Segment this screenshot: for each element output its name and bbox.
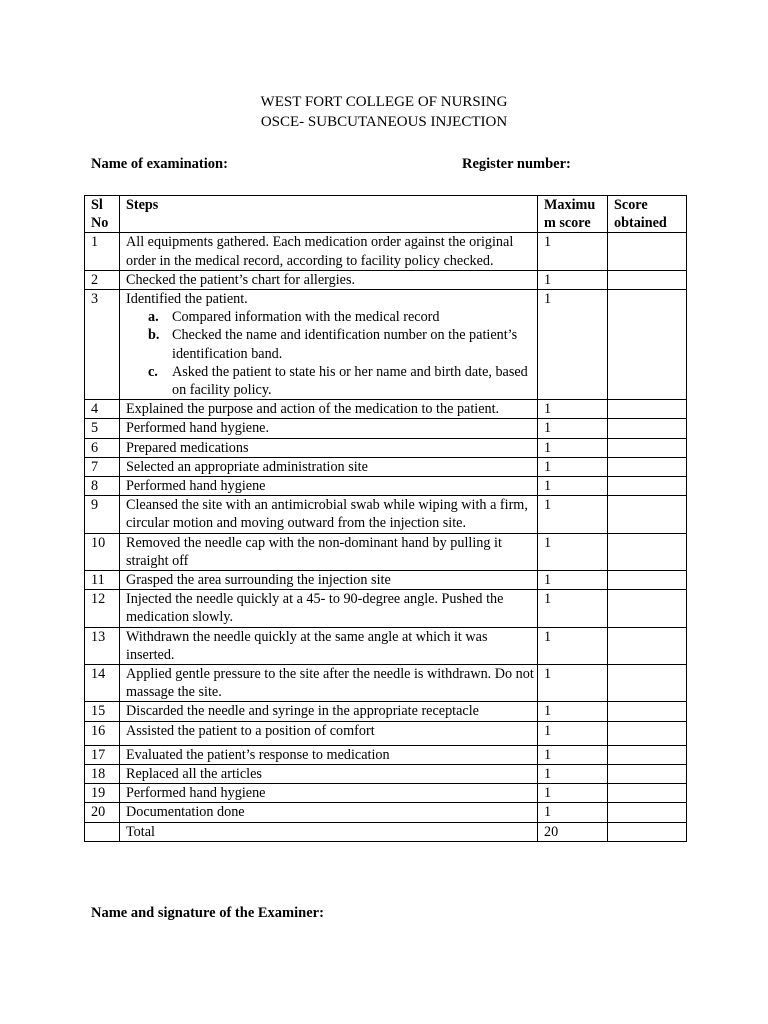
- sub-step-marker: a.: [148, 309, 159, 326]
- step-description: [120, 290, 538, 400]
- step-description: [120, 803, 538, 822]
- step-text: Replaced all the articles: [126, 765, 262, 782]
- step-description: [120, 233, 538, 270]
- table-row: [85, 533, 687, 570]
- step-number: 3: [85, 290, 120, 400]
- table-row: [85, 702, 687, 721]
- table-row: [85, 784, 687, 803]
- sub-step-text: Checked the name and identification number on the patient’s identification band.: [172, 327, 518, 362]
- maximum-score: 1: [538, 702, 608, 721]
- step-text: Evaluated the patient’s response to medication: [126, 746, 390, 763]
- step-number: 16: [85, 721, 120, 745]
- step-text: Performed hand hygiene: [126, 785, 266, 802]
- maximum-score: 1: [538, 290, 608, 400]
- step-number: 5: [85, 419, 120, 438]
- header-maximum-score: Maximu m score: [538, 196, 608, 233]
- step-description: [120, 457, 538, 476]
- maximum-score: 1: [538, 784, 608, 803]
- total-max-score: 20: [538, 822, 608, 841]
- sub-step-marker: b.: [148, 327, 160, 344]
- maximum-score: 1: [538, 665, 608, 702]
- table-row: [85, 233, 687, 270]
- maximum-score: 1: [538, 477, 608, 496]
- maximum-score: 1: [538, 457, 608, 476]
- score-obtained-cell[interactable]: [608, 764, 687, 783]
- table-row: [85, 457, 687, 476]
- step-description: [120, 764, 538, 783]
- maximum-score: 1: [538, 764, 608, 783]
- table-row: [85, 477, 687, 496]
- step-text: Removed the needle cap with the non-dominant hand by pulling it straight off: [126, 534, 502, 569]
- header-sl-no: Sl No: [85, 196, 120, 233]
- maximum-score: 1: [538, 400, 608, 419]
- maximum-score: 1: [538, 533, 608, 570]
- score-obtained-cell[interactable]: [608, 419, 687, 438]
- table-row: [85, 419, 687, 438]
- step-text: All equipments gathered. Each medication order against the original order in the medical record, according to facility policy checked.: [126, 234, 514, 269]
- table-row: [85, 438, 687, 457]
- maximum-score: 1: [538, 721, 608, 745]
- maximum-score: 1: [538, 496, 608, 533]
- step-number: 15: [85, 702, 120, 721]
- step-description: [120, 571, 538, 590]
- table-row: [85, 496, 687, 533]
- step-description: [120, 721, 538, 745]
- step-text: Injected the needle quickly at a 45- to 90-degree angle. Pushed the medication slowly.: [126, 591, 504, 626]
- step-text: Identified the patient.: [126, 291, 248, 308]
- score-obtained-cell[interactable]: [608, 438, 687, 457]
- maximum-score: 1: [538, 270, 608, 289]
- step-text: Withdrawn the needle quickly at the same angle at which it was inserted.: [126, 628, 488, 663]
- step-description: [120, 702, 538, 721]
- step-number: 9: [85, 496, 120, 533]
- step-number: 12: [85, 590, 120, 627]
- score-obtained-cell[interactable]: [608, 496, 687, 533]
- maximum-score: 1: [538, 419, 608, 438]
- header-steps: Steps: [120, 196, 538, 233]
- checklist-table: [84, 195, 687, 842]
- sub-step-item: [126, 363, 537, 399]
- sub-step-text: Compared information with the medical record: [172, 309, 440, 326]
- score-obtained-cell[interactable]: [608, 533, 687, 570]
- step-number: 4: [85, 400, 120, 419]
- step-description: [120, 784, 538, 803]
- score-obtained-cell[interactable]: [608, 571, 687, 590]
- score-obtained-cell[interactable]: [608, 457, 687, 476]
- table-row: [85, 290, 687, 400]
- step-text: Prepared medications: [126, 439, 249, 456]
- step-number: 13: [85, 627, 120, 664]
- examiner-signature-label: Name and signature of the Examiner:: [91, 905, 324, 921]
- score-obtained-cell[interactable]: [608, 627, 687, 664]
- step-number: 20: [85, 803, 120, 822]
- table-row: [85, 590, 687, 627]
- step-text: Grasped the area surrounding the injection site: [126, 572, 391, 589]
- table-row: [85, 627, 687, 664]
- maximum-score: 1: [538, 745, 608, 764]
- step-description: [120, 477, 538, 496]
- step-description: [120, 400, 538, 419]
- document-subtitle: OSCE- SUBCUTANEOUS INJECTION: [260, 114, 508, 130]
- total-score-obtained-cell[interactable]: [608, 822, 687, 841]
- table-row: [85, 721, 687, 745]
- header-score-obtained: Score obtained: [608, 196, 687, 233]
- score-obtained-cell[interactable]: [608, 270, 687, 289]
- maximum-score: 1: [538, 233, 608, 270]
- step-text: Performed hand hygiene.: [126, 420, 270, 437]
- score-obtained-cell[interactable]: [608, 803, 687, 822]
- total-blank-cell: [85, 822, 120, 841]
- step-number: 8: [85, 477, 120, 496]
- step-description: [120, 496, 538, 533]
- step-text: Selected an appropriate administration site: [126, 458, 368, 475]
- sub-step-item: [126, 308, 537, 326]
- step-description: [120, 745, 538, 764]
- table-row: [85, 803, 687, 822]
- step-number: 11: [85, 571, 120, 590]
- step-number: 18: [85, 764, 120, 783]
- table-row: [85, 571, 687, 590]
- step-text: Performed hand hygiene: [126, 478, 266, 495]
- score-obtained-cell[interactable]: [608, 721, 687, 745]
- score-obtained-cell[interactable]: [608, 745, 687, 764]
- score-obtained-cell[interactable]: [608, 665, 687, 702]
- table-header-row: [85, 196, 687, 233]
- table-row: [85, 665, 687, 702]
- sub-step-list: [126, 308, 537, 399]
- step-text: Discarded the needle and syringe in the appropriate receptacle: [126, 703, 479, 720]
- step-text: Explained the purpose and action of the medication to the patient.: [126, 401, 500, 418]
- table-row: [85, 400, 687, 419]
- score-obtained-cell[interactable]: [608, 590, 687, 627]
- step-description: [120, 627, 538, 664]
- step-description: [120, 665, 538, 702]
- exam-name-label: Name of examination:: [91, 156, 228, 172]
- sub-step-marker: c.: [148, 363, 158, 380]
- maximum-score: 1: [538, 803, 608, 822]
- step-description: [120, 533, 538, 570]
- step-number: 14: [85, 665, 120, 702]
- step-text: Applied gentle pressure to the site after the needle is withdrawn. Do not massage the site.: [126, 666, 534, 701]
- step-text: Cleansed the site with an antimicrobial swab while wiping with a firm, circular motion and moving outward from the injection site.: [126, 497, 528, 532]
- step-text: Checked the patient’s chart for allergies.: [126, 271, 356, 288]
- table-row: [85, 745, 687, 764]
- step-number: 1: [85, 233, 120, 270]
- score-obtained-cell[interactable]: [608, 477, 687, 496]
- sub-step-text: Asked the patient to state his or her name and birth date, based on facility policy.: [172, 363, 528, 399]
- college-title: WEST FORT COLLEGE OF NURSING: [260, 94, 508, 110]
- step-description: [120, 419, 538, 438]
- step-text: Assisted the patient to a position of comfort: [126, 722, 375, 739]
- maximum-score: 1: [538, 627, 608, 664]
- step-description: [120, 590, 538, 627]
- score-obtained-cell[interactable]: [608, 233, 687, 270]
- score-obtained-cell[interactable]: [608, 290, 687, 400]
- step-number: 7: [85, 457, 120, 476]
- step-number: 2: [85, 270, 120, 289]
- maximum-score: 1: [538, 590, 608, 627]
- score-obtained-cell[interactable]: [608, 784, 687, 803]
- maximum-score: 1: [538, 571, 608, 590]
- score-obtained-cell[interactable]: [608, 400, 687, 419]
- step-description: [120, 438, 538, 457]
- maximum-score: 1: [538, 438, 608, 457]
- step-text: Documentation done: [126, 804, 245, 821]
- table-row: [85, 764, 687, 783]
- total-row: [85, 822, 687, 841]
- table-row: [85, 270, 687, 289]
- step-number: 10: [85, 533, 120, 570]
- score-obtained-cell[interactable]: [608, 702, 687, 721]
- step-number: 6: [85, 438, 120, 457]
- register-number-label: Register number:: [462, 156, 571, 172]
- step-number: 17: [85, 745, 120, 764]
- step-number: 19: [85, 784, 120, 803]
- total-label: Total: [120, 822, 538, 841]
- step-description: [120, 270, 538, 289]
- sub-step-item: [126, 326, 537, 362]
